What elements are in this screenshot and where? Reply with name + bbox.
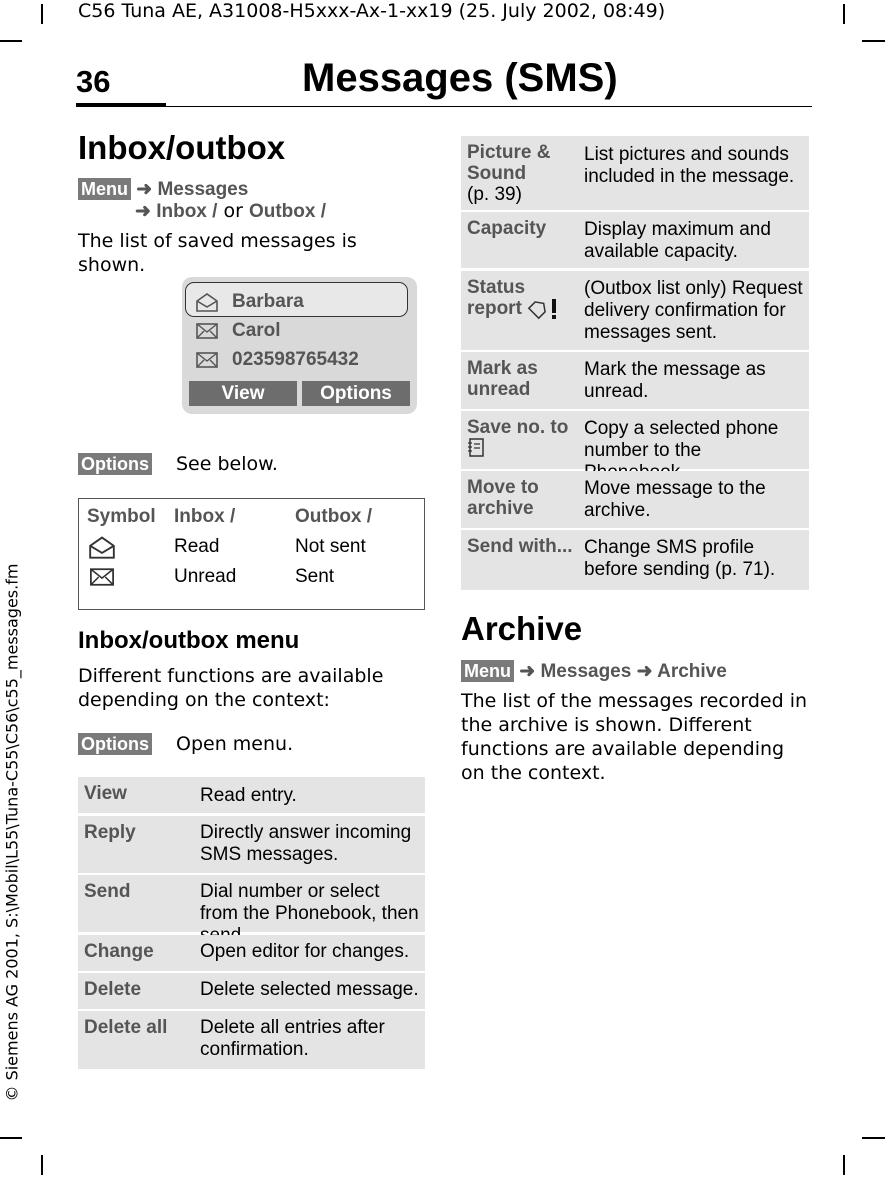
archive-heading: Archive [461, 610, 583, 647]
side-copyright: © Siemens AG 2001, S:\Mobil\L55\Tuna-C55\C56\c55_messages.fm [2, 563, 22, 1102]
path-messages: Messages [540, 661, 632, 682]
page-number: 36 [76, 64, 111, 99]
symbol-table [78, 498, 425, 610]
unread-envelope-icon [196, 351, 218, 369]
function-desc: Change SMS profile before sending (p. 71). [584, 537, 776, 580]
function-desc: Read entry. [200, 785, 297, 806]
function-row [461, 471, 809, 528]
function-desc: Directly answer incoming SMS messages. [200, 822, 412, 865]
unread-envelope-icon [196, 322, 218, 340]
function-name: Delete all [84, 1017, 168, 1038]
path-outbox: Outbox / [248, 201, 327, 222]
function-desc: Mark the message as unread. [584, 359, 766, 402]
menu-path [78, 178, 248, 201]
phone-display [182, 277, 417, 414]
unread-envelope-icon [89, 567, 115, 587]
outbox-not-sent: Not sent [295, 536, 366, 557]
menu-softkey: Menu [461, 660, 514, 682]
arrow-icon: ➜ [136, 179, 153, 200]
function-desc: Open editor for changes. [200, 941, 410, 962]
function-name: Send with... [467, 536, 573, 557]
crop-mark [862, 1137, 885, 1139]
crop-mark [41, 1155, 43, 1175]
outbox-sent: Sent [295, 566, 335, 587]
list-item[interactable] [196, 347, 359, 373]
outbox-header: Outbox / [295, 506, 373, 527]
function-row [78, 973, 425, 1009]
function-name: Status report [467, 277, 567, 320]
options-softkey[interactable]: Options [302, 381, 410, 406]
status-report-icon [527, 298, 563, 320]
function-row [78, 935, 425, 971]
function-row [78, 875, 425, 932]
function-name: Reply [84, 822, 136, 843]
symbol-header: Symbol [87, 506, 156, 527]
entry-label: 023598765432 [232, 349, 359, 370]
options-softkey-label: Options [78, 453, 152, 475]
function-row [78, 816, 425, 873]
function-row [78, 1011, 425, 1069]
function-desc: Display maximum and available capacity. [584, 219, 771, 262]
entry-label: Carol [232, 320, 281, 341]
options-softkey-label: Options [78, 733, 152, 755]
entry-label: Barbara [232, 291, 304, 312]
archive-menu-path [461, 660, 727, 683]
function-desc: Copy a selected phone number to the [584, 418, 779, 461]
function-name: Picture & Sound (p. 39) [467, 142, 551, 205]
inbox-description: The list of saved messages is shown. [78, 230, 357, 276]
function-desc: (Outbox list only) Request delivery confirmation for messages sent. [584, 278, 803, 343]
open-menu-row [78, 733, 293, 755]
function-desc: Move message to the archive. [584, 478, 766, 521]
crop-mark [843, 1155, 845, 1175]
inbox-menu-heading: Inbox/outbox menu [78, 627, 300, 654]
phonebook-icon [467, 438, 485, 458]
function-name: Send [84, 881, 131, 902]
function-desc: Delete all entries after confirmation. [200, 1017, 385, 1060]
list-item[interactable] [196, 289, 304, 315]
function-row [461, 136, 809, 210]
function-desc: Dial number or select from the Phonebook, then [200, 881, 419, 924]
archive-description: The list of the messages recorded in the archive is shown. Different functions are available depending on the context. [461, 690, 808, 784]
function-row [461, 411, 809, 469]
function-name: Capacity [467, 218, 547, 239]
path-or: or [217, 200, 249, 222]
running-head: C56 Tuna AE, A31008-H5xxx-Ax-1-xx19 (25. July 2002, 08:49) [78, 0, 666, 22]
path-messages: Messages [157, 179, 249, 200]
read-envelope-icon [196, 292, 218, 312]
menu-path-line2 [135, 200, 326, 223]
menu-softkey: Menu [78, 178, 131, 200]
options-description: See below. [176, 453, 278, 475]
title-rule-thick [76, 103, 166, 107]
function-row [78, 777, 425, 813]
path-archive: Archive [657, 661, 727, 682]
crop-mark [862, 40, 885, 42]
function-name: Delete [84, 979, 142, 1000]
path-inbox: Inbox / [156, 201, 218, 222]
arrow-icon: ➜ [636, 661, 653, 682]
crop-mark [843, 4, 845, 24]
read-envelope-icon [89, 535, 115, 559]
options-row [78, 453, 278, 475]
inbox-outbox-heading: Inbox/outbox [78, 129, 286, 166]
crop-mark [0, 1137, 22, 1139]
list-item[interactable] [196, 318, 281, 344]
function-desc: Delete selected message. [200, 979, 419, 1000]
function-row [461, 352, 809, 409]
function-name: Move to archive [467, 477, 539, 519]
crop-mark [41, 4, 43, 24]
function-row [461, 271, 809, 350]
page-title: Messages (SMS) [302, 56, 618, 100]
function-name: View [84, 783, 127, 804]
arrow-icon: ➜ [135, 201, 151, 222]
function-row [461, 212, 809, 268]
view-softkey[interactable]: View [189, 381, 297, 406]
arrow-icon: ➜ [519, 661, 536, 682]
inbox-read: Read [174, 536, 220, 557]
function-name: Save no. to [467, 417, 579, 463]
open-menu-description: Open menu. [176, 733, 294, 755]
function-row [461, 530, 809, 590]
title-rule [165, 106, 812, 107]
inbox-header: Inbox / [174, 506, 236, 527]
function-desc: List pictures and sounds included in the message. [584, 144, 795, 187]
function-name: Mark as unread [467, 358, 538, 400]
function-name: Change [84, 941, 154, 962]
menu-description: Different functions are available depending on the context: [78, 665, 384, 711]
inbox-unread: Unread [174, 566, 237, 587]
crop-mark [0, 40, 22, 42]
